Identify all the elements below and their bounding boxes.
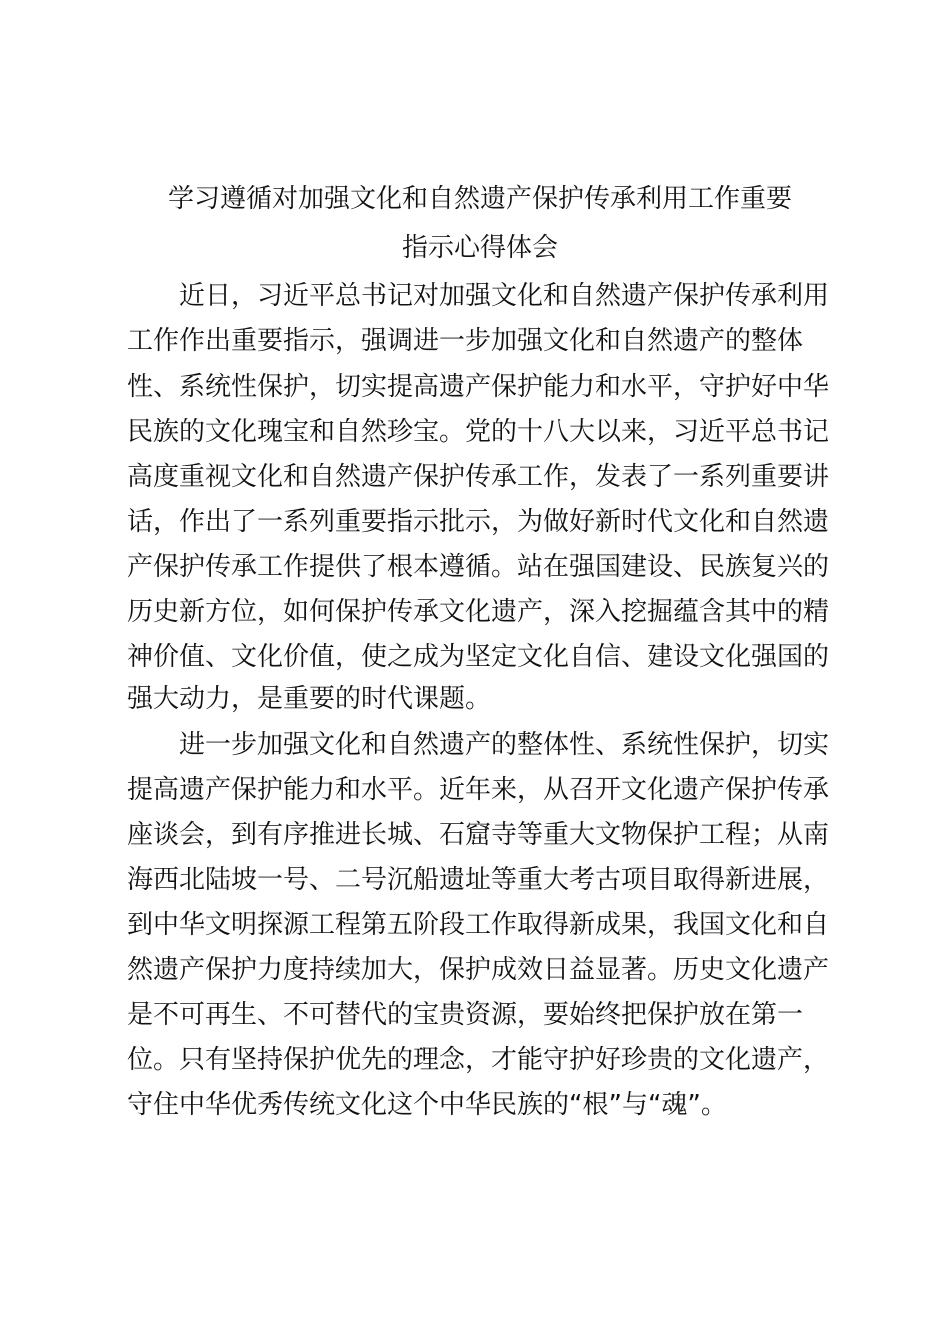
document-title-line-1: 学习遵循对加强文化和自然遗产保护传承利用工作重要 (167, 184, 792, 214)
paragraph-line: 到中华文明探源工程第五阶段工作取得新成果，我国文化和自 (127, 910, 830, 940)
paragraph-line: 话，作出了一系列重要指示批示，为做好新时代文化和自然遗 (127, 507, 830, 537)
paragraph-line: 进一步加强文化和自然遗产的整体性、系统性保护，切实 (179, 730, 830, 760)
paragraph-line: 座谈会，到有序推进长城、石窟寺等重大文物保护工程；从南 (127, 820, 830, 850)
paragraph-line: 性、系统性保护，切实提高遗产保护能力和水平，守护好中华 (127, 372, 830, 402)
paragraph-line: 然遗产保护力度持续加大，保护成效日益显著。历史文化遗产 (127, 955, 830, 985)
paragraph-line: 海西北陆坡一号、二号沉船遗址等重大考古项目取得新进展， (127, 865, 830, 895)
document-title-line-2: 指示心得体会 (401, 233, 558, 263)
paragraph-line: 位。只有坚持保护优先的理念，才能守护好珍贵的文化遗产， (127, 1045, 830, 1075)
paragraph-line: 高度重视文化和自然遗产保护传承工作，发表了一系列重要讲 (127, 462, 830, 492)
paragraph-line: 近日，习近平总书记对加强文化和自然遗产保护传承利用 (179, 281, 830, 311)
paragraph-line: 神价值、文化价值，使之成为坚定文化自信、建设文化强国的 (127, 642, 830, 672)
paragraph-line: 强大动力，是重要的时代课题。 (127, 684, 492, 714)
paragraph-line: 工作作出重要指示，强调进一步加强文化和自然遗产的整体 (127, 326, 804, 356)
paragraph-line: 守住中华优秀传统文化这个中华民族的“根”与“魂”。 (127, 1090, 727, 1120)
paragraph-line: 产保护传承工作提供了根本遵循。站在强国建设、民族复兴的 (127, 552, 830, 582)
paragraph-line: 民族的文化瑰宝和自然珍宝。党的十八大以来，习近平总书记 (127, 417, 830, 447)
paragraph-line: 历史新方位，如何保护传承文化遗产，深入挖掘蕴含其中的精 (127, 597, 830, 627)
paragraph-line: 是不可再生、不可替代的宝贵资源，要始终把保护放在第一 (127, 1000, 804, 1030)
paragraph-line: 提高遗产保护能力和水平。近年来，从召开文化遗产保护传承 (127, 775, 830, 805)
